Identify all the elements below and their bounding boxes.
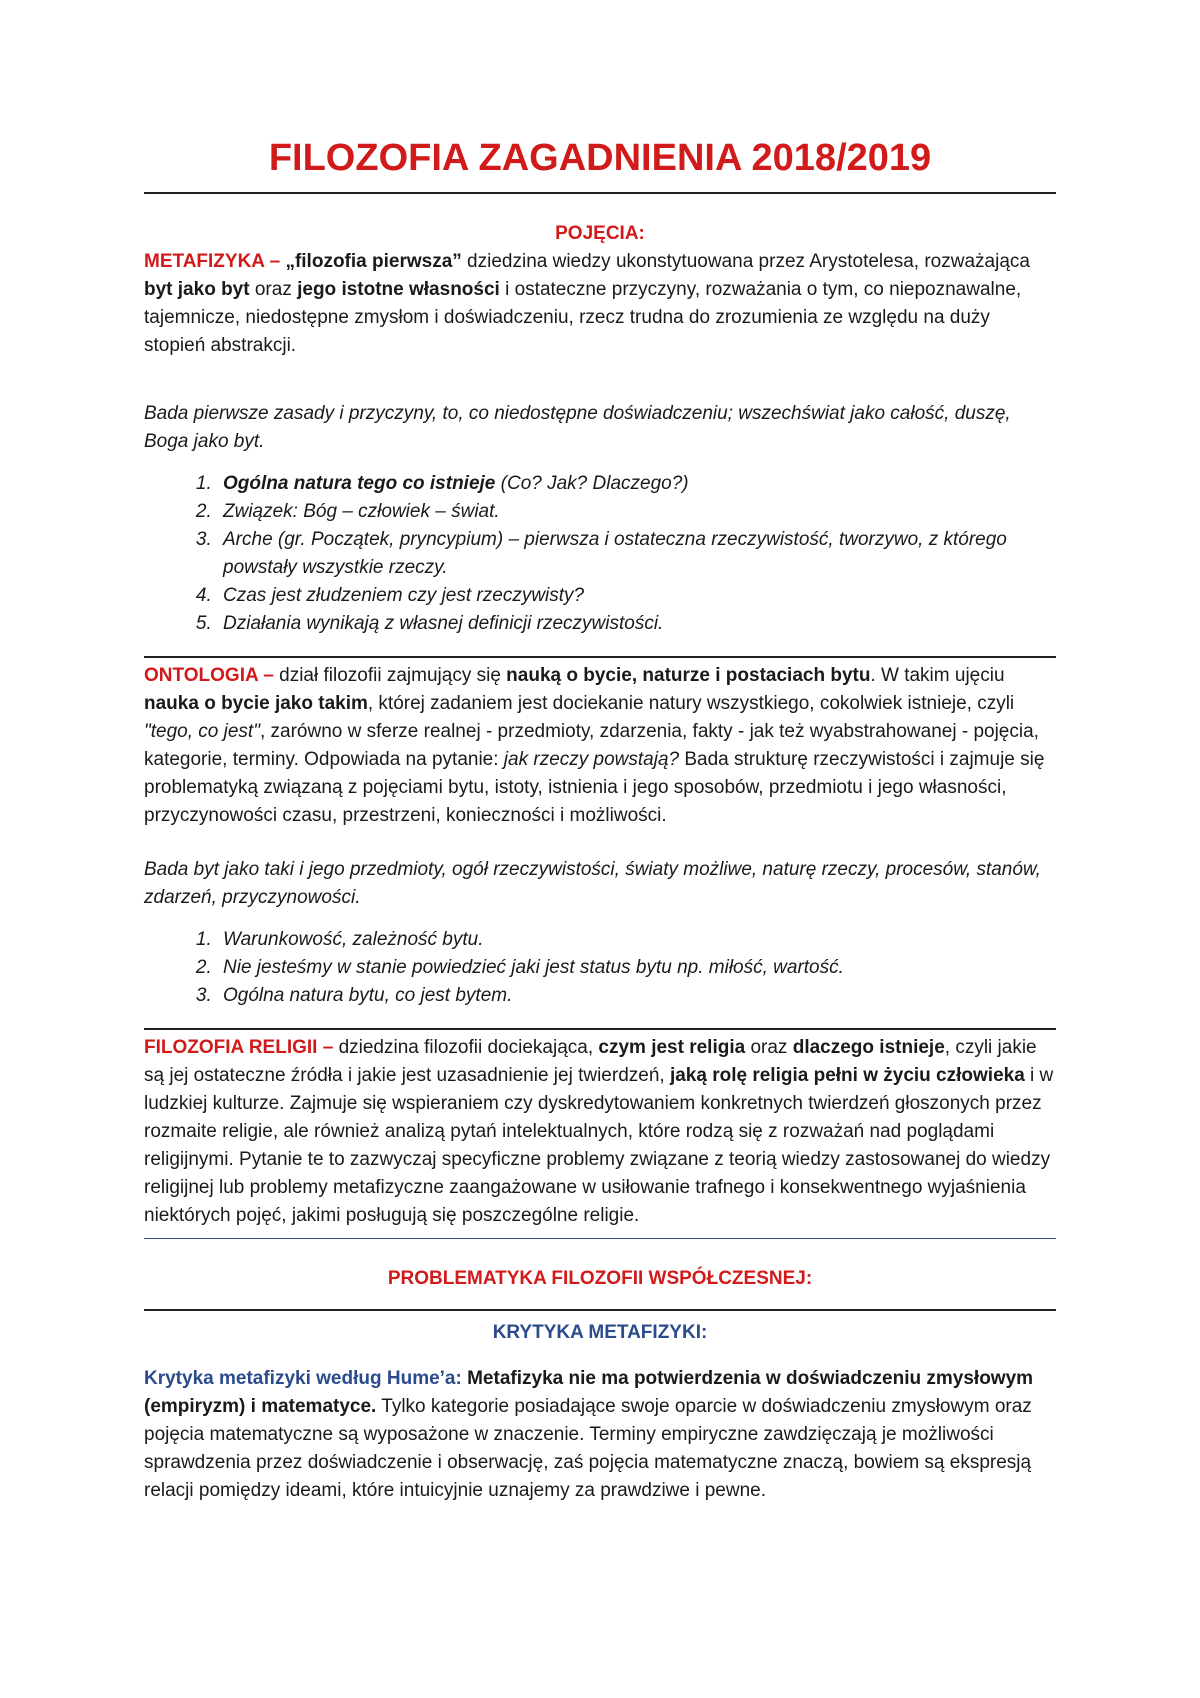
list-item: 3. Arche (gr. Początek, pryncypium) – pierwsza i ostateczna rzeczywistość, tworzywo, z którego powstały wszystkie rzeczy. [217, 526, 1056, 582]
metafizyka-list [144, 470, 1056, 638]
list-item: 5. Działania wynikają z własnej definicji rzeczywistości. [217, 610, 1056, 638]
term-filozofia-religii: FILOZOFIA RELIGII – [144, 1037, 334, 1058]
hume-paragraph: Krytyka metafizyki według Hume’a: Metafizyka nie ma potwierdzenia w doświadczeniu zmysłowym (empiryzm) i matematyce. Tylko kategorie posiadające swoje oparcie w doświadczeniu zmysłowym oraz pojęcia matematyczne są wyposażone w znaczenie. Terminy empiryczne zawdzięczają je możliwości sprawdzenia przez doświadczenie i obserwację, zaś pojęcia matematyczne znaczą, bowiem są ekspresją relacji pomiędzy ideami, które intuicyjnie uznajemy za prawdziwe i pewne. [144, 1368, 1034, 1501]
metafizyka-definition: METAFIZYKA – „filozofia pierwsza” dziedzina wiedzy ukonstytuowana przez Arystotelesa, rozważająca byt jako byt oraz jego istotne własności i ostateczne przyczyny, rozważania o tym, co niepoznawalne, tajemnicze, niedostępne zmysłom i doświadczeniu, rzecz trudna do zrozumienia ze względu na duży stopień abstrakcji. [144, 251, 1030, 356]
document-body [144, 138, 1056, 1505]
ontologia-list [144, 926, 1056, 1010]
list-item: 2. Nie jesteśmy w stanie powiedzieć jaki jest status bytu np. miłość, wartość. [217, 954, 1056, 982]
list-item: 4. Czas jest złudzeniem czy jest rzeczywisty? [217, 582, 1056, 610]
list-item: 1. Ogólna natura tego co istnieje (Co? Jak? Dlaczego?) [217, 470, 1056, 498]
document-title: FILOZOFIA ZAGADNIENIA 2018/2019 [268, 137, 932, 179]
ontologia-definition: ONTOLOGIA – dział filozofii zajmujący się nauką o bycie, naturze i postaciach bytu. W takim ujęciu nauka o bycie jako takim, której zadaniem jest dociekanie natury wszystkiego, cokolwiek istnieje, czyli "tego, co jest", zarówno w sferze realnej - przedmioty, zdarzenia, fakty - jak też wyabstrahowanej - pojęcia, kategorie, terminy. Odpowiada na pytanie: jak rzeczy powstają? Bada strukturę rzeczywistości i zajmuje się problematyką związaną z pojęciami bytu, istoty, istnienia i jego sposobów, przedmiotu i jego własności, przyczynowości czasu, przestrzeni, konieczności i możliwości. [144, 665, 1045, 826]
religia-definition: FILOZOFIA RELIGII – dziedzina filozofii dociekająca, czym jest religia oraz dlaczego istnieje, czyli jakie są jej ostateczne źródła i jakie jest uzasadnienie jej twierdzeń, jaką rolę religia pełni w życiu człowieka i w ludzkiej kulturze. Zajmuje się wspieraniem czy dyskredytowaniem konkretnych twierdzeń głoszonych przez rozmaite religie, ale również analizą pytań intelektualnych, które rodzą się z rozważań nad poglądami religijnymi. Pytanie te to zazwyczaj specyficzne problemy związane z teorią wiedzy zastosowanej do wiedzy religijnej lub problemy metafizyczne zaangażowane w usiłowanie trafnego i konsekwentnego wyjaśnienia niektórych pojęć, jakimi posługują się poszczególne religie. [144, 1037, 1054, 1226]
hume-lead: Krytyka metafizyki według Hume’a: [144, 1368, 462, 1389]
section-heading-pojecia: POJĘCIA: [555, 223, 645, 244]
list-item: 1. Warunkowość, zależność bytu. [217, 926, 1056, 954]
section-heading-problematyka: PROBLEMATYKA FILOZOFII WSPÓŁCZESNEJ: [387, 1268, 813, 1289]
metafizyka-scope: Bada pierwsze zasady i przyczyny, to, co niedostępne doświadczeniu; wszechświat jako całość, duszę, Boga jako byt. [144, 403, 1011, 452]
ontologia-scope: Bada byt jako taki i jego przedmioty, ogół rzeczywistości, światy możliwe, naturę rzeczy, procesów, stanów, zdarzeń, przyczynowości. [144, 859, 1041, 908]
list-item: 2. Związek: Bóg – człowiek – świat. [217, 498, 1056, 526]
term-metafizyka: METAFIZYKA – [144, 251, 281, 272]
list-item: 3. Ogólna natura bytu, co jest bytem. [217, 982, 1056, 1010]
term-ontologia: ONTOLOGIA – [144, 665, 274, 686]
subheading-krytyka-metafizyki: KRYTYKA METAFIZYKI: [492, 1322, 708, 1343]
